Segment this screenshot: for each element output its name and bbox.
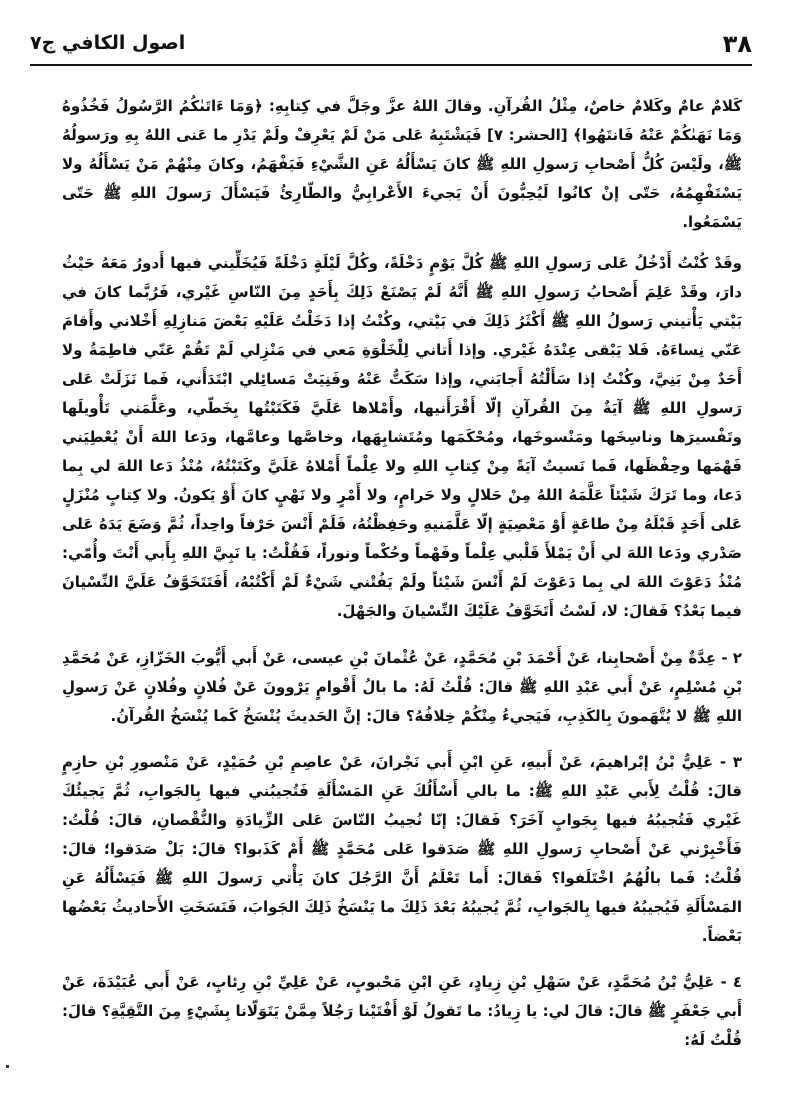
- running-title: اصول الكافي ج٧: [30, 32, 186, 54]
- hadith-3: ٣ - عَلِيُّ بْنُ إبْراهيمَ، عَنْ أَبيهِ، عَنِ ابْنِ أَبي نَجْرانَ، عَنْ عاصِمِ بْنِ حُمَيْدٍ، عَنْ مَنْصورِ بْنِ حازِمٍ قالَ: قُلْتُ لِأَبي عَبْدِ اللهِ ﷺ: ما بالي أَسْأَلُكَ عَنِ المَسْأَلَةِ فَتُجيبُني فيها بِالجَوابِ، ثُمَّ يَجيئُكَ غَيْري فَتُجيبُهُ فيها بِجَوابٍ آخَرَ؟ فَقالَ: إنّا نُجيبُ النّاسَ عَلى الزِّيادَةِ والنُّقْصانِ، قالَ: قُلْتُ: فَأَخْبِرْني عَنْ أَصْحابِ رَسولِ اللهِ ﷺ صَدَقوا عَلى مُحَمَّدٍ ﷺ أَمْ كَذَبوا؟ قالَ: بَلْ صَدَقوا؛ قالَ: قُلْتُ: فَما بالُهُمُ اخْتَلَفوا؟ فَقالَ: أَما تَعْلَمُ أَنَّ الرَّجُلَ كانَ يَأْتي رَسولَ اللهِ ﷺ فَيَسْأَلُهُ عَنِ المَسْأَلَةِ فَيُجيبُهُ فيها بِالجَوابِ، ثُمَّ يُجيبُهُ بَعْدَ ذَلِكَ ما يَنْسَخُ ذَلِكَ الجَوابَ، فَنَسَخَتِ الأَحاديثُ بَعْضُها بَعْضاً.: [62, 753, 742, 945]
- margin-mark: [6, 1065, 9, 1068]
- hadith-4: ٤ - عَلِيُّ بْنُ مُحَمَّدٍ، عَنْ سَهْلِ بْنِ زِيادٍ، عَنِ ابْنِ مَحْبوبٍ، عَنْ عَلِيِّ بْنِ رِئابٍ، عَنْ أَبي عُبَيْدَةَ، عَنْ أَبي جَعْفَرٍ ﷺ قالَ: قالَ لي: يا زِيادُ: ما تَقولُ لَوْ أَفْتَيْنا رَجُلاً مِمَّنْ يَتَوَلّانا بِشَيْءٍ مِنَ التَّقِيَّةِ؟ قالَ: قُلْتُ لَهُ:: [62, 973, 742, 1049]
- paragraph-2: وقَدْ كُنْتُ أَدْخُلُ عَلى رَسولِ اللهِ ﷺ كُلَّ يَوْمٍ دَخْلَةً، وكُلَّ لَيْلَةٍ دَخْلَةً فَيُخَلِّيني فيها أَدورُ مَعَهُ حَيْثُ دارَ، وقَدْ عَلِمَ أَصْحابُ رَسولِ اللهِ ﷺ أَنَّهُ لَمْ يَصْنَعْ ذَلِكَ بِأَحَدٍ مِنَ النّاسِ غَيْري، فَرُبَّما كانَ في بَيْتي يَأْتيني رَسولُ اللهِ ﷺ أَكْثَرُ ذَلِكَ في بَيْتي، وكُنْتُ إذا دَخَلْتُ عَلَيْهِ بَعْضَ مَنازِلِهِ أَخْلاني وأَقامَ عَنّي نِساءَهُ. فَلا يَبْقى عِنْدَهُ غَيْري. وإذا أَتاني لِلْخَلْوَةِ مَعي في مَنْزِلي لَمْ تَقُمْ عَنّي فاطِمَةُ ولا أَحَدٌ مِنْ بَنِيَّ، وكُنْتُ إذا سَأَلْتُهُ أَجابَني، وإذا سَكَتُّ عَنْهُ وفَنِيَتْ مَسائِلي ابْتَدَأَني، فَما نَزَلَتْ عَلى رَسولِ اللهِ ﷺ آيَةٌ مِنَ القُرآنِ إلّا أَقْرَأَنيها، وأَمْلاها عَلَيَّ فَكَتَبْتُها بِخَطّي، وعَلَّمَني تَأْويلَها وتَفْسيرَها وناسِخَها ومَنْسوخَها، ومُحْكَمَها ومُتَشابِهَها، وخاصَّها وعامَّها، ودَعا اللهَ أَنْ يُعْطِيَني فَهْمَها وحِفْظَها، فَما نَسيتُ آيَةً مِنْ كِتابِ اللهِ ولا عِلْماً أَمْلاهُ عَلَيَّ وكَتَبْتُهُ، مُنْذُ دَعا اللهَ لي بِما دَعا، وما تَرَكَ شَيْئاً عَلَّمَهُ اللهُ مِنْ حَلالٍ ولا حَرامٍ، ولا أَمْرٍ ولا نَهْيٍ كانَ أَوْ يَكونُ. ولا كِتابٍ مُنْزَلٍ عَلى أَحَدٍ قَبْلَهُ مِنْ طاعَةٍ أَوْ مَعْصِيَةٍ إلّا عَلَّمَنيهِ وحَفِظْتُهُ، فَلَمْ أَنْسَ حَرْفاً واحِداً، ثُمَّ وَضَعَ يَدَهُ عَلى صَدْري ودَعا اللهَ لي أَنْ يَمْلأَ قَلْبي عِلْماً وفَهْماً وحُكْماً ونوراً، فَقُلْتُ: يا نَبِيَّ اللهِ بِأَبي أَنْتَ وأُمّي: مُنْذُ دَعَوْتَ اللهَ لي بِما دَعَوْتَ لَمْ أَنْسَ شَيْئاً ولَمْ يَفُتْني شَيْءٌ لَمْ أَكْتُبْهُ، أَفَتَتَخَوَّفُ عَلَيَّ النِّسْيانَ فيما بَعْدُ؟ فَقالَ: لا، لَسْتُ أَتَخَوَّفُ عَلَيْكَ النِّسْيانَ والجَهْلَ.: [62, 254, 742, 620]
- page-number: ٣٨: [722, 30, 752, 58]
- header-divider: [30, 64, 752, 66]
- body-text: [62, 92, 742, 1055]
- paragraph-1: كَلامٌ عامٌ وكَلامٌ خاصٌ، مِثْلُ القُرآنِ. وقالَ اللهُ عزَّ وجَلَّ في كِتابِهِ: ﴿وَمَا ءَاتَىٰكُمُ الرَّسُولُ فَخُذُوهُ وَمَا نَهَىٰكُمْ عَنْهُ فَانتَهُوا﴾ [الحشر: ٧] فَيَشْتَبِهُ عَلى مَنْ لَمْ يَعْرِفْ ولَمْ يَدْرِ ما عَنى اللهُ بِهِ ورَسولُهُ ﷺ، ولَيْسَ كُلُّ أَصْحابِ رَسولِ اللهِ ﷺ كانَ يَسْأَلُهُ عَنِ الشَّيْءِ فَيَفْهَمُ، وكانَ مِنْهُمْ مَنْ يَسْأَلُهُ ولا يَسْتَفْهِمُهُ، حَتّى إنْ كانُوا لَيُحِبُّونَ أَنْ يَجيءَ الأَعْرابِيُّ والطّارِئُ فَيَسْأَلَ رَسولَ اللهِ ﷺ حَتّى يَسْمَعُوا.: [62, 97, 742, 231]
- hadith-2: ٢ - عِدَّةٌ مِنْ أَصْحابِنا، عَنْ أَحْمَدَ بْنِ مُحَمَّدٍ، عَنْ عُثْمانَ بْنِ عيسى، عَنْ أَبي أَيُّوبَ الخَزّازِ، عَنْ مُحَمَّدِ بْنِ مُسْلِمٍ، عَنْ أَبي عَبْدِ اللهِ ﷺ قالَ: قُلْتُ لَهُ: ما بالُ أَقْوامٍ يَرْوونَ عَنْ فُلانٍ وفُلانٍ عَنْ رَسولِ اللهِ ﷺ لا يُتَّهَمونَ بِالكَذِبِ، فَيَجيءُ مِنْكُمْ خِلافُهُ؟ قالَ: إنَّ الحَديثَ يُنْسَخُ كَما يُنْسَخُ القُرآنُ.: [62, 649, 742, 725]
- page-header: [30, 30, 752, 64]
